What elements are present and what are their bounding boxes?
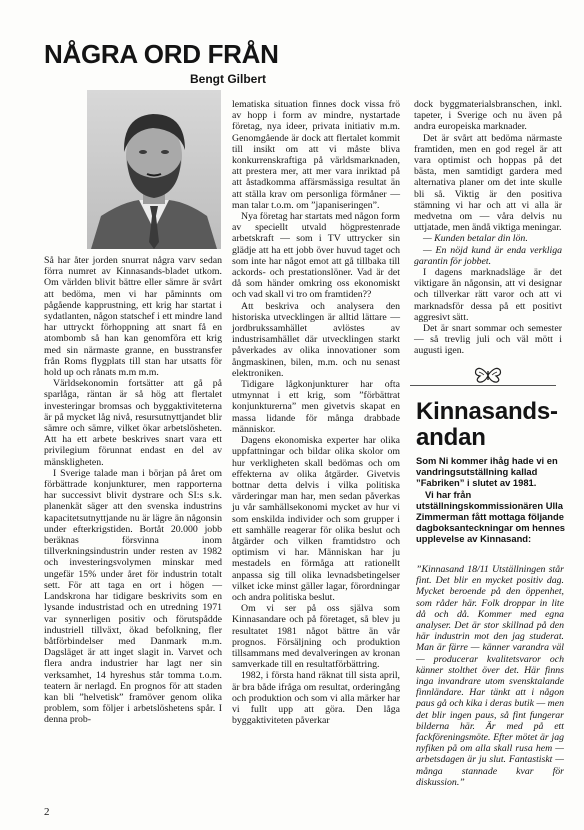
paragraph: lematiska situation finnes dock vissa frö av hopp i form av mindre, nystartade företag, nya ideer, privata initiativ m.m. Genomgående är dock att flertalet kommit till insikt om att vi måste bliva konkurrenskraftiga på världsmarknaden, att prestera mer, att mer vara inriktad på att åstadkomma affärsmässiga resultat än att ställa krav om personliga förmåner — man talar t.o.m. om ”japaniseringen”. <box>232 99 400 211</box>
author-portrait-photo <box>87 90 221 249</box>
paragraph: 1982, i första hand räknat till sista april, är bra både ifråga om resultat, orderingång och produktion och som vi alla märker har vi fullt upp att göra. Den låga byggaktiviteten påverkar <box>232 670 400 727</box>
paragraph: Så har åter jorden snurrat några varv sedan förra numret av Kinnasands-bladet utkom. Om världen blivit bättre eller sämre är svårt att bedöma, men vi har påminnts om pågående kapprustning, ett krig har startat i sydatlanten, någon statschef i ett mindre land har uttryckt förhoppning att snart få en atombomb så han kan genomföra ett krig med sin närmaste granne, en busstransfer från Roms flygplats till stan har utsatts för hold up och rånats m.m m.m. <box>44 255 222 379</box>
paragraph: dock byggmaterialsbranschen, inkl. tapeter, i Sverige och nu även på andra europeiska marknader. <box>414 99 562 133</box>
column-1 <box>44 255 222 726</box>
intro-paragraph: Vi har från utställningskommissionären Ulla Zimmerman fått mottaga följande dagboksanteckningar om hennes upplevelse av Kinnasand: <box>416 488 565 545</box>
portrait-image <box>87 90 221 249</box>
section-heading: Kinnasands-andan <box>416 398 558 451</box>
paragraph: I Sverige talade man i början på året om förbättrade konjunkturer, men rapporterna har successivt blivit dystrare och SI:s s.k. planenkät säger att den svenska industrins kapacitetsutnyttjande nu är lägre än någonsin under efterkrigstiden. Bortåt 20.000 jobb beräknas försvinna inom tillverkningsindustrin under resten av 1982 och investeringsvolymen minskar med ungefär 15% under året för industrin totalt sett. För att taga en ort i högen — Landskrona har tidigare beskrivits som en lysande industristad och en utredning 1971 var synnerligen positiv och förutspådde industriell tillväxt, ökad befolkning, fler båtförbindelser med Danmark m.m. Dagsläget är att inget slagit in. Varvet och flera andra industrier har lagt ner sin verksamhet, 14 hyreshus står tomma t.o.m. teatern är nerlagd. En prognos för att staden kan bli ”helvetisk” framöver genom olika problem, som följer i arbetslöshetens spår. I denna prob- <box>44 467 222 726</box>
paragraph: Nya företag har startats med någon form av speciellt utvald högprestenrade arbetskraft — som i TV uttrycker sin glädje att ha ett jobb över huvud taget och som inte har något emot att gå tillbaka till ackords- och prestationslöner. Vad är det då som händer omkring oss ekonomiskt och vad skall vi tro om framtiden?? <box>232 211 400 301</box>
intro-paragraph: Som Ni kommer ihåg hade vi en vandringsutställning kallad ”Fabriken” i slutet av 1981. <box>416 455 558 489</box>
paragraph: Om vi ser på oss själva som Kinnasandare och på företaget, så blev ju resultatet 1981 något bättre än vår prognos. Försäljning och produktion tillsammans med devalveringen av kronan samverkade till en resultatförbättring. <box>232 603 400 671</box>
section-divider <box>410 385 556 386</box>
diary-entry: ”Kinnasand 18/11 Utställningen står fint. Det blir en mycket positiv dag. Mycket beroende på den öppenhet, som råder här. Folk droppar in lite då och då. Kommer med egna analyser. Det är stor skillnad på den här industrin mot den jag studerat. Man är färre — känner varandra väl — producerar kvalitetsvaror och känner stolthet över det. Här finns inga invandrare utom svensktalande finnländare. Har tänkt att i någon paus gå och kika i deras butik — men det blir ingen paus, så fint fungerar bilderna här. Är med på ett fackföreningsmöte. Efter mötet är jag nyfiken på om alla skall rusa hem — arbetsdagen är ju slut. Fantastiskt — många stannade kvar för diskussion.” <box>416 564 564 788</box>
section-intro <box>416 455 566 545</box>
paragraph: Att beskriva och analysera den historiska utvecklingen är alltid lättare — jordbrukssamhället avlöstes av industrisamhället där utvecklingen starkt påverkades av olika innovationer som ångmaskinen, bilen, m.m. och nu senast elektroniken. <box>232 300 400 379</box>
paragraph: Dagens ekonomiska experter har olika uppfattningar och bildar olika skolor om hur verkligheten skall bedömas och om effekterna av olika åtgärder. Givetvis bottnar detta delvis i vilka politiska värderingar man har, men sedan påverkas ju vår samhällsekonomi mycket av hur vi som enskilda individer och som grupper i ett samhälle reagerar för olika beslut och åtgärder och vilken framtidstro och optimism vi har. Människan har ju mestadels en förmåga att rationellt anpassa sig till olika levnadsbetingelser vilket icke minst gäller lagar, förordningar och andra politiska beslut. <box>232 435 400 603</box>
page-number: 2 <box>44 806 50 818</box>
paragraph: I dagens marknadsläge är det viktigare än någonsin, att vi designar och tillverkar rätt varor och att vi marknadsför dessa på ett positivt aggresivt sätt. <box>414 267 562 323</box>
paragraph: Det är snart sommar och semester — så trevlig juli och väl mött i augusti igen. <box>414 323 562 357</box>
butterfly-icon <box>474 367 502 383</box>
paragraph: Världsekonomin fortsätter att gå på sparlåga, räntan är så hög att flertalet investeringar bromsas och byggaktiviteterna är på mycket låg nivå, resursutnyttjandet blir sämre och sämre, vilket ökar arbetslösheten. Att ha ett arbete beskrives snart vara ett privilegium förunnat endast en del av mänskligheten. <box>44 378 222 468</box>
column-2 <box>232 99 400 726</box>
quote-line: — Kunden betalar din lön. <box>423 233 528 245</box>
article-title: NÅGRA ORD FRÅN <box>44 39 279 69</box>
paragraph: Det är svårt att bedöma närmaste framtiden, men en god regel är att vara optimist och hoppas på det bästa, men samtidigt gardera med alternativa planer om det inte skulle bli så. Viktig är den positiva stämning vi har och att vi alla är medvetna om — våra delvis nu uttjatade, men ändå viktiga meningar. <box>414 132 562 234</box>
author-byline: Bengt Gilbert <box>190 72 267 86</box>
column-3 <box>414 99 562 357</box>
paragraph: Tidigare lågkonjunkturer har ofta utmynnat i ett krig, som ”förbättrat konjunkturerna” men givetvis skapat en massa lidande för många drabbade människor. <box>232 379 400 435</box>
quote-line: — En nöjd kund är enda verkliga garantin för jobbet. <box>414 244 562 267</box>
